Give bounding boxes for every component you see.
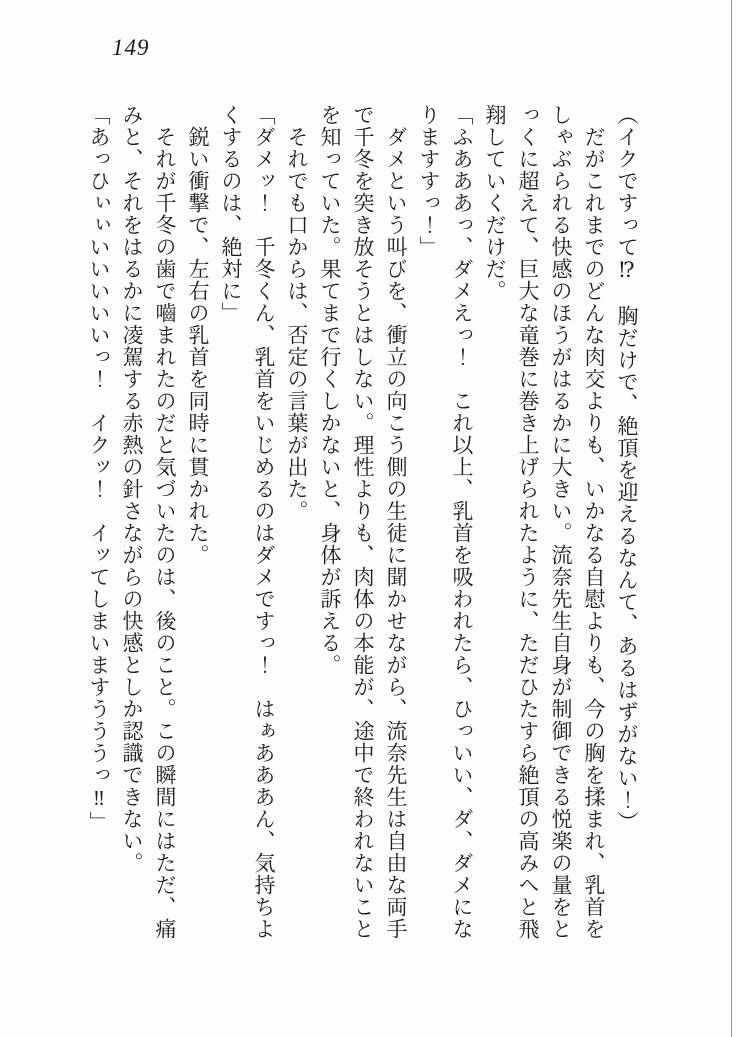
text-column: りますすっ！」 <box>417 104 441 258</box>
vertical-text-block <box>82 104 643 944</box>
text-column: を知っていた。果てまで行くしかないと、身体が訴える。 <box>318 104 342 676</box>
text-column: それが千冬の歯で嚙まれたのだと気づいたのは、後のこと。この瞬間にはただ、痛 <box>153 104 177 940</box>
text-column: で千冬を突き放そうとはしない。理性よりも、肉体の本能が、途中で終われないこと <box>351 104 375 940</box>
text-column: （イクですって⁉ 胸だけで、絶頂を迎えるなんて、あるはずがない！） <box>615 104 639 833</box>
text-column: くするのは、絶対に」 <box>219 104 243 324</box>
text-column: それでも口からは、否定の言葉が出た。 <box>285 104 309 522</box>
text-column: しゃぶられる快感のほうがはるかに大きい。流奈先生自身が制御できる悦楽の量をと <box>549 104 573 940</box>
text-column: っくに超えて、巨大な竜巻に巻き上げられたように、ただひたすら絶頂の高みへと飛 <box>516 104 540 940</box>
page-edge-line <box>731 0 732 1037</box>
text-column: 「ふあああっ、ダメえっ！ これ以上、乳首を吸われたら、ひっいい、ダ、ダメにな <box>450 104 474 940</box>
text-column: ダメという叫びを、衝立の向こう側の生徒に聞かせながら、流奈先生は自由な両手 <box>384 104 408 940</box>
text-column: 翔していくだけだ。 <box>483 104 507 302</box>
text-column: 「ダメッ！ 千冬くん、乳首をいじめるのはダメですっ！ はぁあああん、気持ちよ <box>252 104 276 940</box>
page-number: 149 <box>112 35 150 60</box>
text-column: だがこれまでのどんな肉交よりも、いかなる自慰よりも、今の胸を揉まれ、乳首を <box>582 104 606 940</box>
text-column: みと、それをはるかに凌駕する赤熱の針さながらの快感としか認識できない。 <box>120 104 144 874</box>
text-column: 鋭い衝撃で、左右の乳首を同時に貫かれた。 <box>186 104 210 566</box>
text-column: 「あっひぃぃいいいいいっ！ イクッ！ イッてしまいますうううっ‼」 <box>87 104 111 833</box>
